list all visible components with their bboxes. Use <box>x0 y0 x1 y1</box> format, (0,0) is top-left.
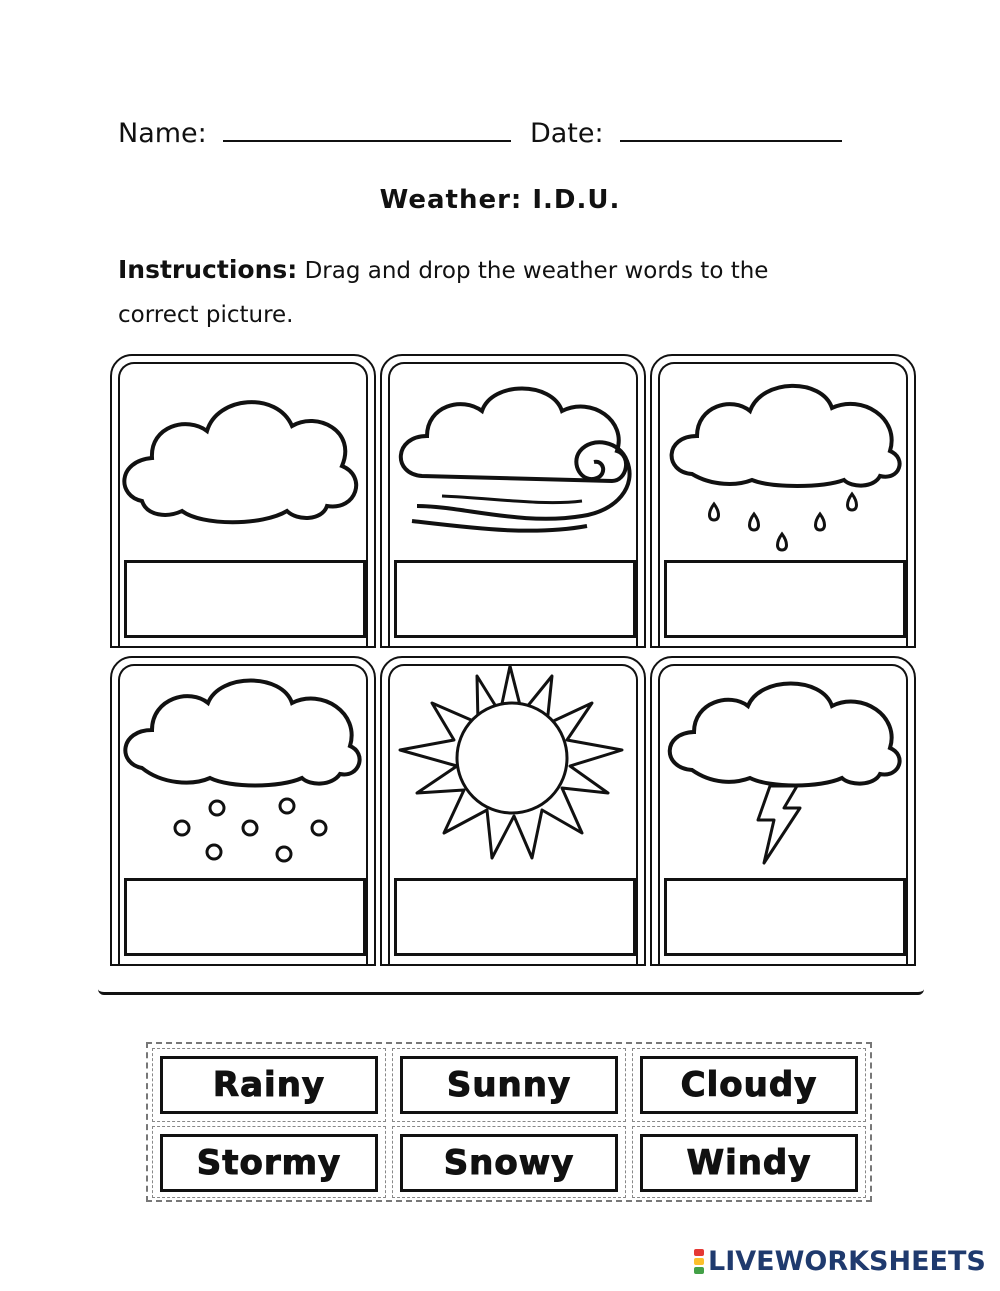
date-label: Date: <box>529 118 604 149</box>
name-date-line <box>118 118 842 149</box>
drop-box-2[interactable] <box>394 560 636 638</box>
word-cloudy[interactable]: Cloudy <box>640 1056 858 1114</box>
instructions-label: Instructions: <box>118 255 298 284</box>
picture-card-4 <box>110 656 376 966</box>
drop-box-6[interactable] <box>664 878 906 956</box>
snow-cloud-icon <box>112 658 378 873</box>
logo-bar-2 <box>694 1258 704 1265</box>
drop-box-3[interactable] <box>664 560 906 638</box>
cards-baseline <box>98 982 924 995</box>
word-sunny[interactable]: Sunny <box>400 1056 618 1114</box>
windy-cloud-icon <box>382 356 648 556</box>
logo-bar-3 <box>694 1267 704 1274</box>
drop-box-5[interactable] <box>394 878 636 956</box>
drop-box-1[interactable] <box>124 560 366 638</box>
picture-card-2 <box>380 354 646 648</box>
word-stormy[interactable]: Stormy <box>160 1134 378 1192</box>
logo-icon <box>694 1249 704 1274</box>
word-bank <box>146 1042 872 1202</box>
word-rainy[interactable]: Rainy <box>160 1056 378 1114</box>
instructions-text: Drag and drop the weather words to the correct picture. <box>118 258 769 328</box>
date-blank <box>620 118 842 142</box>
liveworksheets-logo <box>694 1244 986 1278</box>
storm-cloud-icon <box>652 658 918 873</box>
name-blank <box>223 118 511 142</box>
cloud-icon <box>112 356 378 556</box>
page-title: Weather: I.D.U. <box>379 185 621 215</box>
picture-card-3 <box>650 354 916 648</box>
rain-cloud-icon <box>652 356 918 556</box>
word-windy[interactable]: Windy <box>640 1134 858 1192</box>
drop-box-4[interactable] <box>124 878 366 956</box>
name-label: Name: <box>118 118 207 149</box>
picture-card-1 <box>110 354 376 648</box>
picture-card-5 <box>380 656 646 966</box>
instructions <box>118 248 838 337</box>
picture-card-6 <box>650 656 916 966</box>
logo-text: LIVEWORKSHEETS <box>708 1245 986 1277</box>
sun-icon <box>382 658 648 873</box>
logo-bar-1 <box>694 1249 704 1256</box>
word-snowy[interactable]: Snowy <box>400 1134 618 1192</box>
